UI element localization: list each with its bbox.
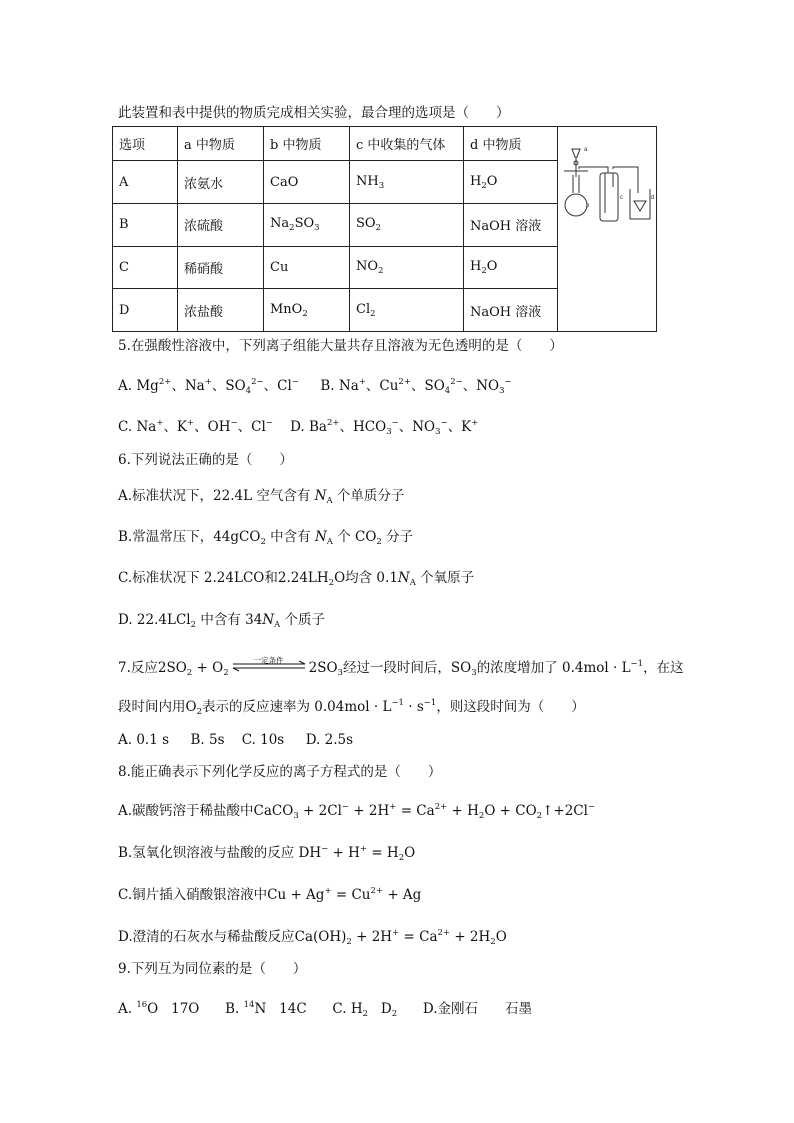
header-c: c 中收集的气体 [350,127,464,161]
row-option: A [113,161,178,204]
header-d: d 中物质 [464,127,558,161]
row-b: CaO [264,161,350,204]
table-header-row [113,127,657,161]
row-c: $NH_3$ [350,161,464,204]
q7-options: A. 0.1 s B. 5s C. 10s D. 2.5s [118,732,354,748]
header-b: b 中物质 [264,127,350,161]
row-b: $Na_2SO_3$ [264,203,350,246]
q7-line2: 段时间内用$O_2$表示的反应速率为 $0.04mol \cdot L^{-1} \cdot s^{-1}$，则这段时间为（ ） [118,698,585,717]
row-option: D [113,289,178,332]
row-c: $SO_2$ [350,203,464,246]
q5-options-ab: A. $Mg^{2+}$、Na+、$SO_4^{2-}$、Cl− B. Na+、$Cu^{2+}$、$SO_4^{2-}$、$NO_3^-$ [118,377,512,396]
row-b: Cu [264,246,350,289]
row-b: MnO$_2$ [264,289,350,332]
apparatus-cell [558,127,657,332]
q6-option-d: D. 22.4LCl$_2$ 中含有 $34N_A$ 个质子 [118,612,326,630]
label-c: c [620,195,623,201]
q8-stem: 8.能正确表示下列化学反应的离子方程式的是（ ） [118,764,442,780]
label-b: b [586,203,590,209]
row-option: B [113,203,178,246]
row-c: $Cl_2$ [350,289,464,332]
q9-options: A. $^{16}$O 17O B. $^{14}$N 14C C. $H_2$ $D_2$ D.金刚石 石墨 [118,1000,533,1019]
row-a: 浓盐酸 [178,289,264,332]
q8-option-d: D.澄清的石灰水与稀盐酸反应$Ca(OH)_2 + 2H^+ = Ca^{2+} + 2H_2O$ [118,928,507,947]
q9-stem: 9.下列互为同位素的是（ ） [118,961,307,977]
q4-options-table [112,126,657,332]
row-d: NaOH 溶液 [464,289,558,332]
reversible-arrow: 一定条件 [231,656,307,674]
q8-option-c: C.铜片插入硝酸银溶液中$Cu + Ag^+ = Cu^{2+} + Ag$ [118,886,422,903]
header-option: 选项 [113,127,178,161]
q7-line1: 7.反应$2SO_2 + O_2$ 一定条件 $2SO_3$经过一段时间后，$SO_3$的浓度增加了 $0.4mol \cdot L^{-1}$，在这 [118,656,684,678]
q6-option-c: C.标准状况下 2.24LCO和$2.24LH_2O$均含 $0.1N_A$ 个氧原子 [118,570,475,588]
q6-option-a: A.标准状况下，22.4L 空气含有 $N_A$ 个单质分子 [118,488,405,506]
q8-option-a: A.碳酸钙溶于稀盐酸中CaCO$_3$ + $2Cl^- + 2H^+ = Ca^{2+} + H_2O$ + $CO_2↑+2Cl^-$ [118,802,596,821]
row-d: $H_2O$ [464,246,558,289]
q6-stem: 6.下列说法正确的是（ ） [118,452,293,468]
row-option: C [113,246,178,289]
row-c: $NO_2$ [350,246,464,289]
apparatus-diagram [558,127,656,327]
q6-option-b: B.常温常压下，44gCO$_2$ 中含有 $N_A$ 个 $CO_2$ 分子 [118,529,414,547]
row-d: NaOH 溶液 [464,203,558,246]
header-a: a 中物质 [178,127,264,161]
q5-options-cd: C. Na+、K+、OH−、Cl− D. $Ba^{2+}$、$HCO_3^-$、$NO_3^-$、K+ [118,418,479,437]
row-a: 浓氨水 [178,161,264,204]
row-a: 浓硫酸 [178,203,264,246]
q4-stem: 此装置和表中提供的物质完成相关实验，最合理的选项是（ ） [118,105,510,121]
label-d: d [651,195,655,201]
label-a: a [584,147,588,153]
q8-option-b: B.氢氧化钡溶液与盐酸的反应 $DH^- + H^+ = H_2O$ [118,844,416,863]
row-d: $H_2O$ [464,161,558,204]
q5-stem: 5.在强酸性溶液中，下列离子组能大量共存且溶液为无色透明的是（ ） [118,338,563,354]
row-a: 稀硝酸 [178,246,264,289]
